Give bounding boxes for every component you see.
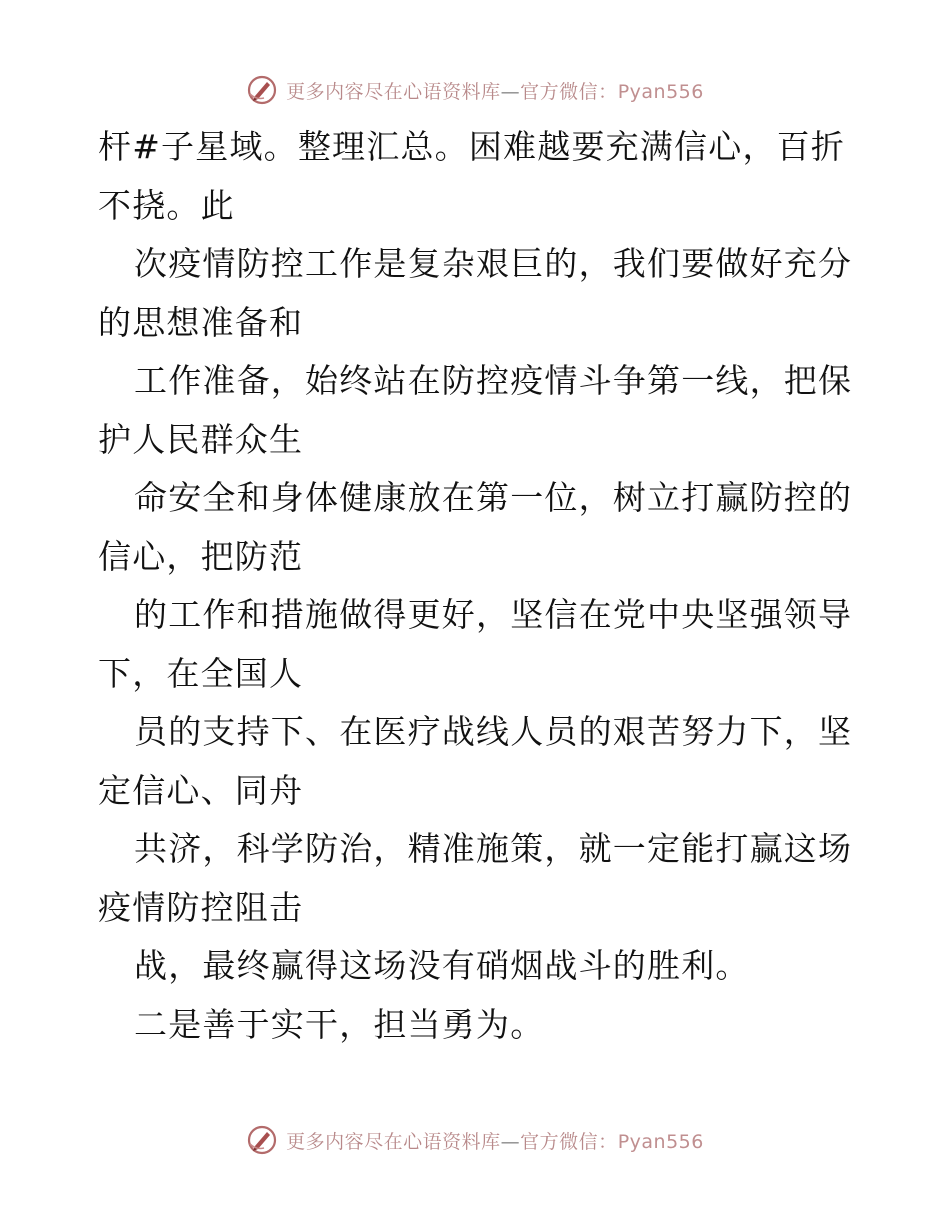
text-line: 工作准备，始终站在防控疫情斗争第一线，把保	[134, 361, 853, 400]
document-body	[98, 118, 858, 1054]
text-line: 二是善于实干，担当勇为。	[134, 1004, 545, 1044]
watermark-main: 更多内容尽在心语资料库	[286, 1130, 501, 1153]
watermark-wechat-id: Pyan556	[617, 80, 704, 103]
watermark-text	[286, 1127, 704, 1154]
watermark-main: 更多内容尽在心语资料库	[286, 80, 501, 103]
text-line: 不挠。此	[98, 185, 235, 225]
watermark-official: 官方微信：	[520, 1130, 618, 1153]
text-line: 杆#子星域。整理汇总。困难越要充满信心，百折	[98, 127, 846, 166]
watermark-official: 官方微信：	[520, 80, 618, 103]
watermark-text	[286, 77, 704, 104]
text-line: 的思想准备和	[98, 302, 304, 342]
text-line: 次疫情防控工作是复杂艰巨的，我们要做好充分	[134, 244, 853, 283]
text-line: 命安全和身体健康放在第一位，树立打赢防控的	[134, 478, 853, 517]
text-line: 员的支持下、在医疗战线人员的艰苦努力下，坚	[134, 712, 853, 751]
header-watermark	[0, 70, 950, 110]
text-line: 下，在全国人	[98, 653, 304, 693]
watermark-separator: —	[500, 1130, 521, 1153]
pen-circle-logo-icon	[246, 1124, 278, 1156]
watermark-wechat-id: Pyan556	[617, 1130, 704, 1153]
text-line: 信心，把防范	[98, 536, 304, 576]
text-line: 疫情防控阻击	[98, 887, 304, 927]
text-line: 定信心、同舟	[98, 770, 304, 810]
text-line: 护人民群众生	[98, 419, 304, 459]
watermark-separator: —	[500, 80, 521, 103]
pen-circle-logo-icon	[246, 74, 278, 106]
text-line: 的工作和措施做得更好，坚信在党中央坚强领导	[134, 595, 853, 634]
text-line: 共济，科学防治，精准施策，就一定能打赢这场	[134, 829, 853, 868]
footer-watermark	[0, 1120, 950, 1160]
text-line: 战，最终赢得这场没有硝烟战斗的胜利。	[134, 946, 750, 985]
